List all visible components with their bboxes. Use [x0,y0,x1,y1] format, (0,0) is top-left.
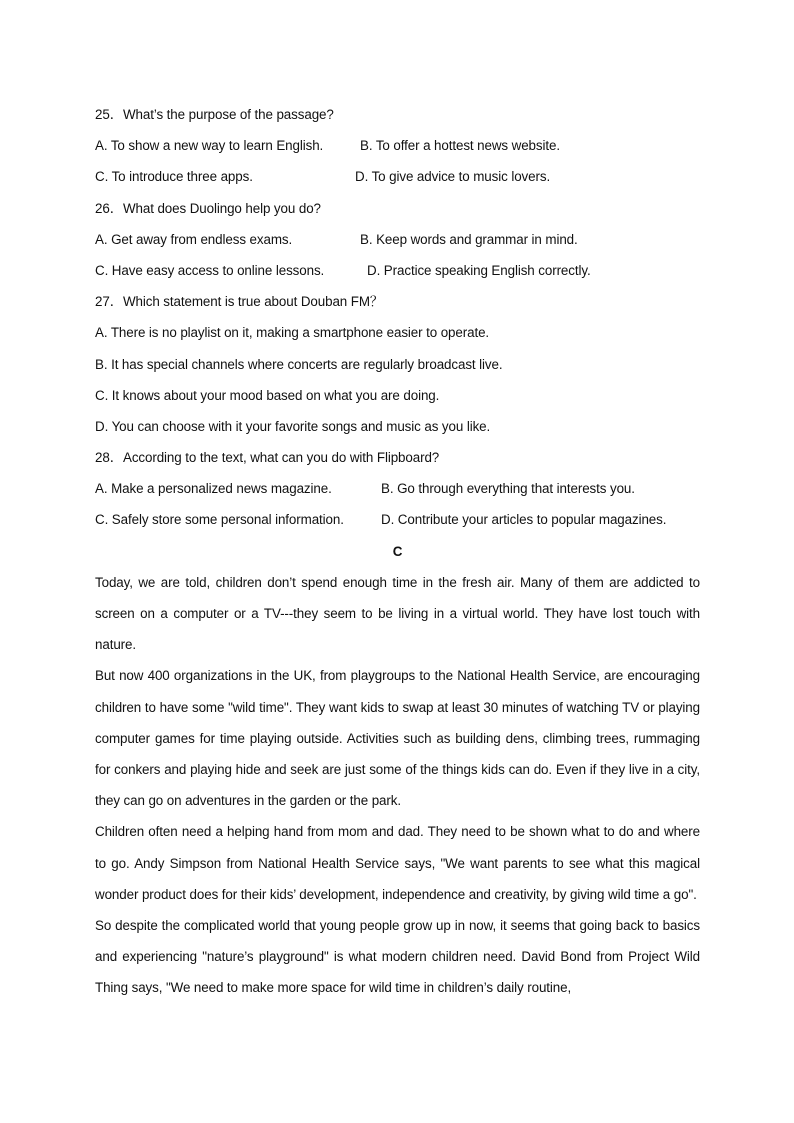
passage-paragraph-1: Today, we are told, children don’t spend enough time in the fresh air. Many of them are addicted to screen on a computer or a TV---they seem to be living in a virtual world. They have lost touch with nature. [95,574,700,653]
passage-paragraph-4: So despite the complicated world that young people grow up in now, it seems that going back to basics and experiencing "nature’s playground" is what modern children need. David Bond from Project Wild Thing says, "We need to make more space for wild time in children’s daily routine, [95,918,700,996]
question-28-option-b: B. Go through everything that interests you. [381,481,635,497]
question-28-option-a: A. Make a personalized news magazine. [95,481,332,497]
question-25-option-b: B. To offer a hottest news website. [360,138,560,154]
question-28-option-d: D. Contribute your articles to popular magazines. [381,512,667,528]
question-26-option-a: A. Get away from endless exams. [95,231,293,247]
question-27-stem: 27．Which statement is true about Douban FM？ [95,294,384,310]
question-27-option-d: D. You can choose with it your favorite songs and music as you like. [95,418,491,434]
question-27-option-a: A. There is no playlist on it, making a smartphone easier to operate. [95,325,490,341]
passage-paragraph-3: Children often need a helping hand from mom and dad. They need to be shown what to do and where to go. Andy Simpson from National Health Service says, "We want parents to see what this magical wonder product does for their kids’ development, independence and creativity, by giving wild time a go". [95,824,700,902]
passage-paragraph-2: But now 400 organizations in the UK, from playgroups to the National Health Service, are encouraging children to have some "wild time". They want kids to swap at least 30 minutes of watching TV or playing computer games for time playing outside. Activities such as building dens, climbing trees, rummaging for conkers and playing hide and seek are just some of the things kids can do. Even if they live in a city, they can go on adventures in the garden or the park. [95,668,700,809]
question-26-stem: 26．What does Duolingo help you do? [95,200,321,216]
question-26-options-row-2 [95,255,700,286]
question-25-options-row-2 [95,161,700,192]
question-28-options-row-2 [95,504,700,535]
question-26-options-row-1 [95,224,700,255]
question-25-option-a: A. To show a new way to learn English. [95,138,324,154]
question-25-stem: 25．What’s the purpose of the passage? [95,107,334,122]
question-28-options-row-1 [95,473,700,504]
question-27-option-c: C. It knows about your mood based on what you are doing. [95,387,440,403]
question-25-option-d: D. To give advice to music lovers. [355,169,551,185]
question-28-option-c: C. Safely store some personal information. [95,512,344,528]
section-heading: C [392,543,403,559]
question-25-options-row-1 [95,130,700,161]
question-25-option-c: C. To introduce three apps. [95,169,253,185]
document-page [95,99,700,1004]
question-26-option-d: D. Practice speaking English correctly. [367,262,591,278]
question-27-option-b: B. It has special channels where concerts are regularly broadcast live. [95,356,503,372]
question-26-option-c: C. Have easy access to online lessons. [95,262,325,278]
question-28-stem: 28．According to the text, what can you do with Flipboard? [95,450,440,466]
question-26-option-b: B. Keep words and grammar in mind. [360,231,578,247]
